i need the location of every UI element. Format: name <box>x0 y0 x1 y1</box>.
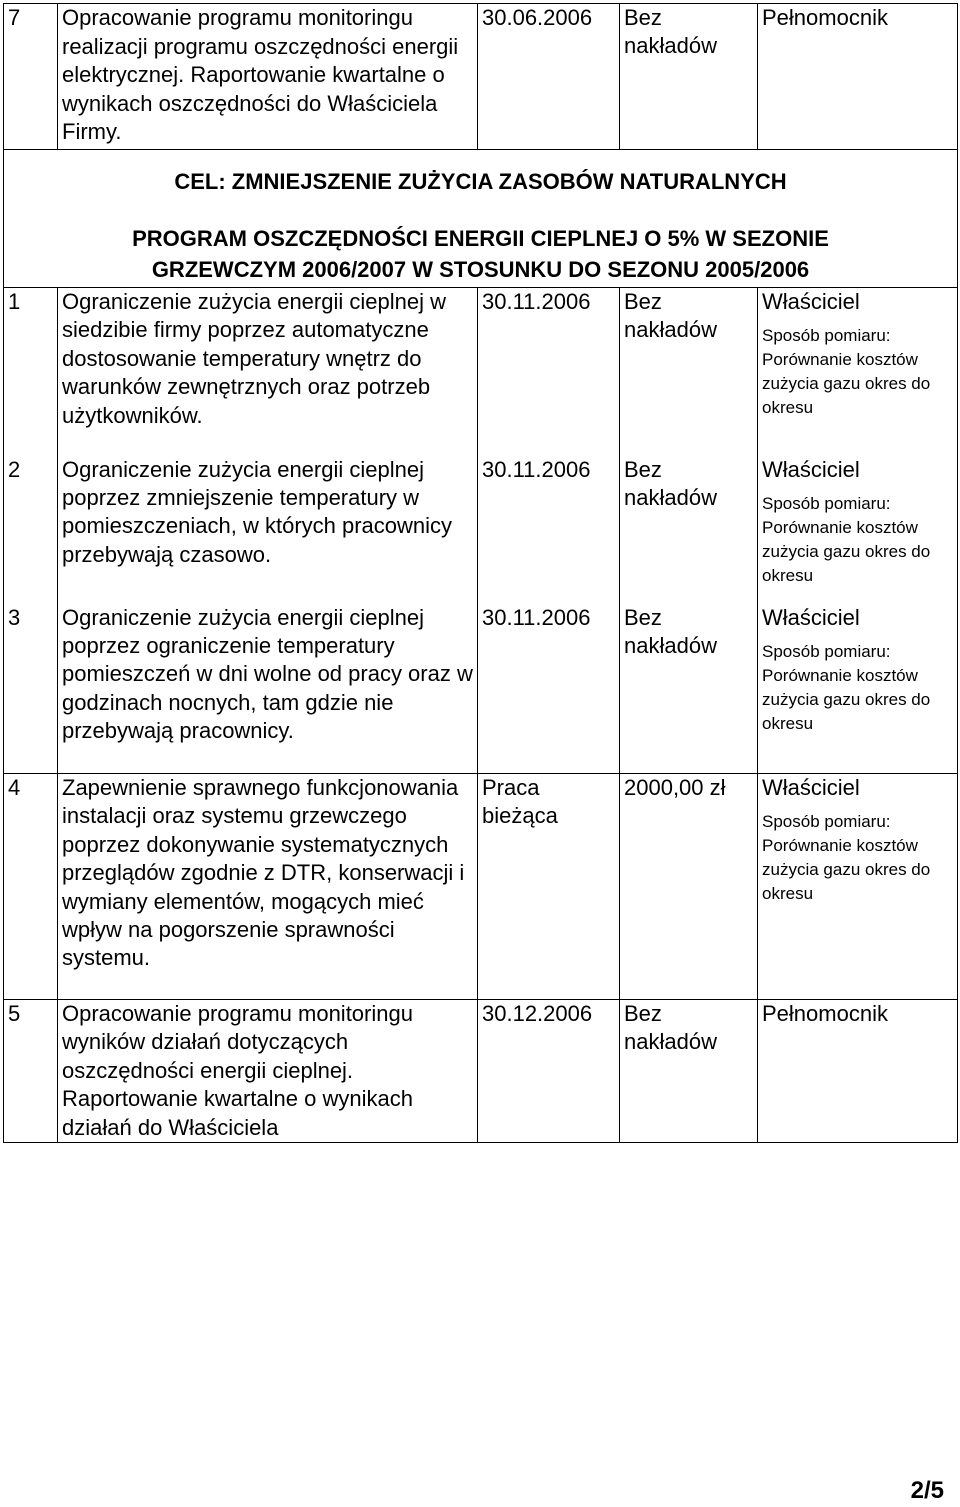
measures-table <box>3 3 958 1143</box>
table-row <box>4 456 958 604</box>
row-description: Ograniczenie zużycia energii cieplnej w siedzibie firmy poprzez automatyczne dostosowanie temperatury wnętrz do warunków zewnętrznych oraz potrzeb użytkowników. <box>58 288 478 456</box>
row-number: 4 <box>4 774 58 1000</box>
row-measurement-method: Sposób pomiaru: Porównanie kosztów zużycia gazu okres do okresu <box>762 493 931 585</box>
table-row <box>4 4 958 150</box>
table-row <box>4 288 958 456</box>
table-row <box>4 1000 958 1143</box>
row-description: Opracowanie programu monitoringu wyników działań dotyczących oszczędności energii cieplnej. Raportowanie kwartalne o wynikach działań do Właściciela <box>58 1000 478 1143</box>
row-responsible: Właściciel <box>762 604 860 630</box>
section-header-row <box>4 150 958 288</box>
page-number: 2/5 <box>910 1477 944 1504</box>
table-row <box>4 604 958 774</box>
row-date: 30.11.2006 <box>478 604 620 774</box>
section-goal: CEL: ZMNIEJSZENIE ZUŻYCIA ZASOBÓW NATURALNYCH <box>174 169 787 194</box>
row-measurement-method: Sposób pomiaru: Porównanie kosztów zużycia gazu okres do okresu <box>762 641 931 733</box>
row-measurement-method: Sposób pomiaru: Porównanie kosztów zużycia gazu okres do okresu <box>762 326 931 418</box>
row-responsible: Właściciel <box>762 456 860 482</box>
row-number: 7 <box>4 4 58 150</box>
row-date: 30.12.2006 <box>478 1000 620 1143</box>
row-number: 1 <box>4 288 58 456</box>
section-program-line1: PROGRAM OSZCZĘDNOŚCI ENERGII CIEPLNEJ O 5% W SEZONIE <box>132 226 829 251</box>
row-responsible: Pełnomocnik <box>758 4 958 150</box>
row-number: 2 <box>4 456 58 604</box>
row-date: 30.11.2006 <box>478 456 620 604</box>
table-row <box>4 774 958 1000</box>
row-number: 3 <box>4 604 58 774</box>
row-cost: Bez nakładów <box>620 1000 758 1143</box>
row-cost: Bez nakładów <box>620 456 758 604</box>
row-cost: Bez nakładów <box>620 288 758 456</box>
row-description: Zapewnienie sprawnego funkcjonowania instalacji oraz systemu grzewczego poprzez dokonywanie systematycznych przeglądów zgodnie z DTR, konserwacji i wymiany elementów, mogących mieć wpływ na pogorszenie sprawności systemu. <box>58 774 478 1000</box>
row-description: Ograniczenie zużycia energii cieplnej poprzez zmniejszenie temperatury w pomieszczeniach, w których pracownicy przebywają czasowo. <box>58 456 478 604</box>
row-measurement-method: Sposób pomiaru: Porównanie kosztów zużycia gazu okres do okresu <box>762 812 931 904</box>
row-cost: Bez nakładów <box>620 4 758 150</box>
row-cost: Bez nakładów <box>620 604 758 774</box>
row-date: Praca bieżąca <box>478 774 620 1000</box>
row-responsible: Właściciel <box>762 775 860 800</box>
row-responsible: Pełnomocnik <box>758 1000 958 1143</box>
row-number: 5 <box>4 1000 58 1143</box>
row-responsible: Właściciel <box>762 289 860 314</box>
row-description: Opracowanie programu monitoringu realizacji programu oszczędności energii elektrycznej. Raportowanie kwartalne o wynikach oszczędności do Właściciela Firmy. <box>58 4 478 150</box>
row-cost: 2000,00 zł <box>620 774 758 1000</box>
row-date: 30.06.2006 <box>478 4 620 150</box>
section-program-line2: GRZEWCZYM 2006/2007 W STOSUNKU DO SEZONU 2005/2006 <box>151 257 810 282</box>
row-date: 30.11.2006 <box>478 288 620 456</box>
row-description: Ograniczenie zużycia energii cieplnej poprzez ograniczenie temperatury pomieszczeń w dni wolne od pracy oraz w godzinach nocnych, tam gdzie nie przebywają pracownicy. <box>58 604 478 774</box>
